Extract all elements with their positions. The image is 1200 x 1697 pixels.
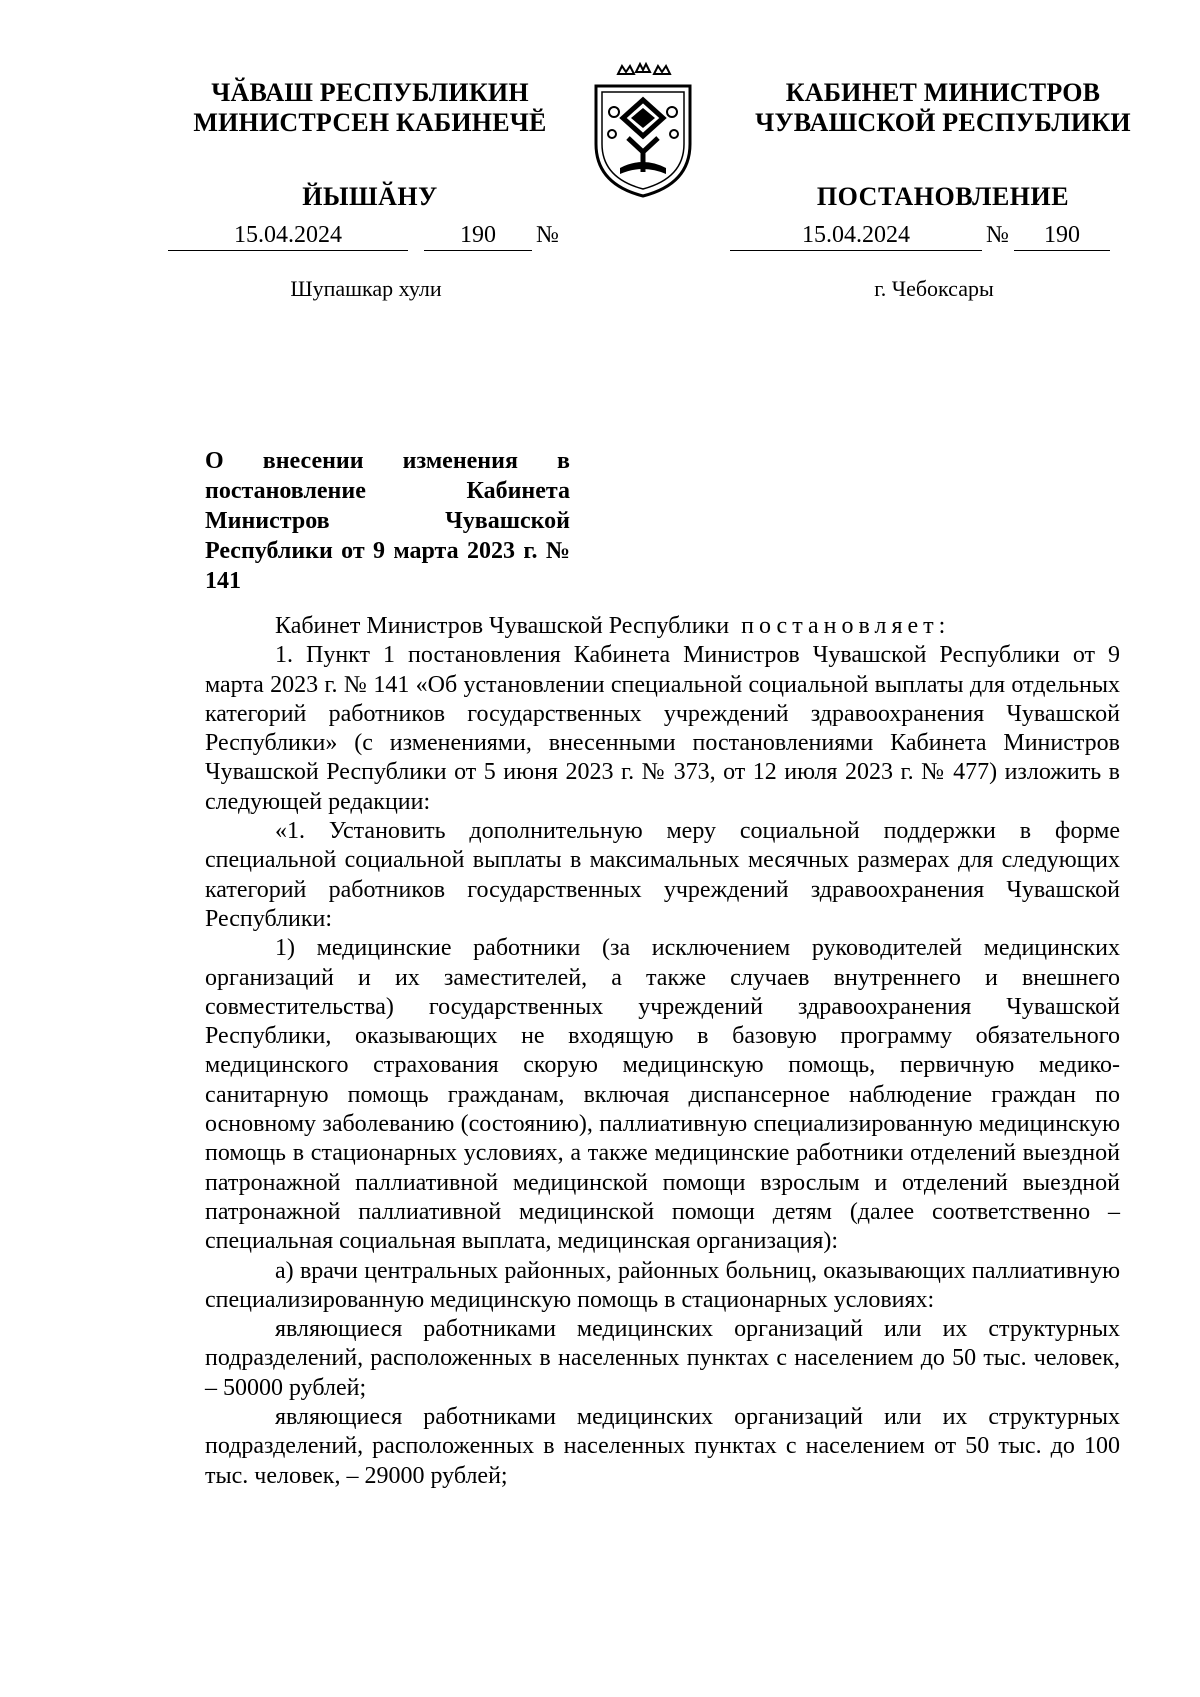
header-right (728, 78, 1158, 212)
body-paragraph-3: 1) медицинские работники (за исключением руководителей медицинских организаций и их заместителей, а также случаев внутреннего и внешнего совместительства) государственных учреждений здравоохранения Чувашской Республики, оказывающих не входящую в базовую программу обязательного медицинского страхования скорую медицинскую помощь, первичную медико-санитарную помощь гражданам, включая диспансерное наблюдение граждан по основному заболеванию (состоянию), паллиативную специализированную медицинскую помощь в стационарных условиях, а также медицинские работники отделений выездной патронажной паллиативной медицинской помощи взрослым и отделений выездной патронажной паллиативной медицинской помощи детям (далее соответственно – специальная социальная выплата, медицинская организация): (205, 935, 1120, 1255)
right-number: 190 (1014, 220, 1110, 251)
body-paragraph-1: 1. Пункт 1 постановления Кабинета Министров Чувашской Республики от 9 марта 2023 г. № 141 «Об установлении специальной социальной выплаты для отдельных категорий работников государственных учреждений здравоохранения Чувашской Республики» (с изменениями, внесенными постановлениями Кабинета Министров Чувашской Республики от 5 июня 2023 г. № 373, от 12 июля 2023 г. № 477) изложить в следующей редакции: (205, 642, 1120, 815)
intro-paragraph (205, 612, 1120, 641)
right-date-row (0, 220, 1200, 252)
left-number-sign: № (536, 222, 559, 248)
left-org-line-2: МИНИСТРСЕН КАБИНЕЧӖ (193, 108, 547, 137)
body-paragraph-6: являющиеся работниками медицинских организаций или их структурных подразделений, расположенных в населенных пунктах с населением от 50 тыс. до 100 тыс. человек, – 29000 рублей; (205, 1404, 1120, 1489)
document-body (205, 612, 1120, 1491)
intro-prefix: Кабинет Министров Чувашской Республики (275, 613, 730, 639)
left-org-line-1: ЧӐВАШ РЕСПУБЛИКИН (211, 78, 529, 107)
right-org-line-1: КАБИНЕТ МИНИСТРОВ (785, 78, 1101, 107)
left-number: 190 (424, 220, 532, 251)
right-org-line-2: ЧУВАШСКОЙ РЕСПУБЛИКИ (755, 108, 1131, 137)
right-doc-type: ПОСТАНОВЛЕНИЕ (816, 182, 1070, 211)
body-paragraph-5: являющиеся работниками медицинских организаций или их структурных подразделений, расположенных в населенных пунктах с населением до 50 тыс. человек, – 50000 рублей; (205, 1316, 1120, 1401)
left-date: 15.04.2024 (168, 220, 408, 251)
left-doc-type: ЙЫШӐНУ (302, 182, 438, 211)
left-city: Шупашкар хули (290, 276, 442, 301)
right-city: г. Чебоксары (874, 276, 994, 301)
body-paragraph-2: «1. Установить дополнительную меру социальной поддержки в форме специальной социальной выплаты в максимальных месячных размерах для следующих категорий работников государственных учреждений здравоохранения Чувашской Республики: (205, 818, 1120, 932)
body-paragraph-4: а) врачи центральных районных, районных больниц, оказывающих паллиативную специализированную медицинскую помощь в стационарных условиях: (205, 1257, 1120, 1313)
intro-verb: постановляет: (741, 613, 951, 639)
header-left (160, 78, 580, 212)
right-date: 15.04.2024 (730, 220, 982, 251)
chuvash-coat-of-arms-icon (568, 56, 718, 206)
right-number-sign: № (986, 222, 1009, 248)
document-subject: О внесении изменения в постановление Кабинета Министров Чувашской Республики от 9 марта 2023 г. № 141 (205, 448, 570, 594)
